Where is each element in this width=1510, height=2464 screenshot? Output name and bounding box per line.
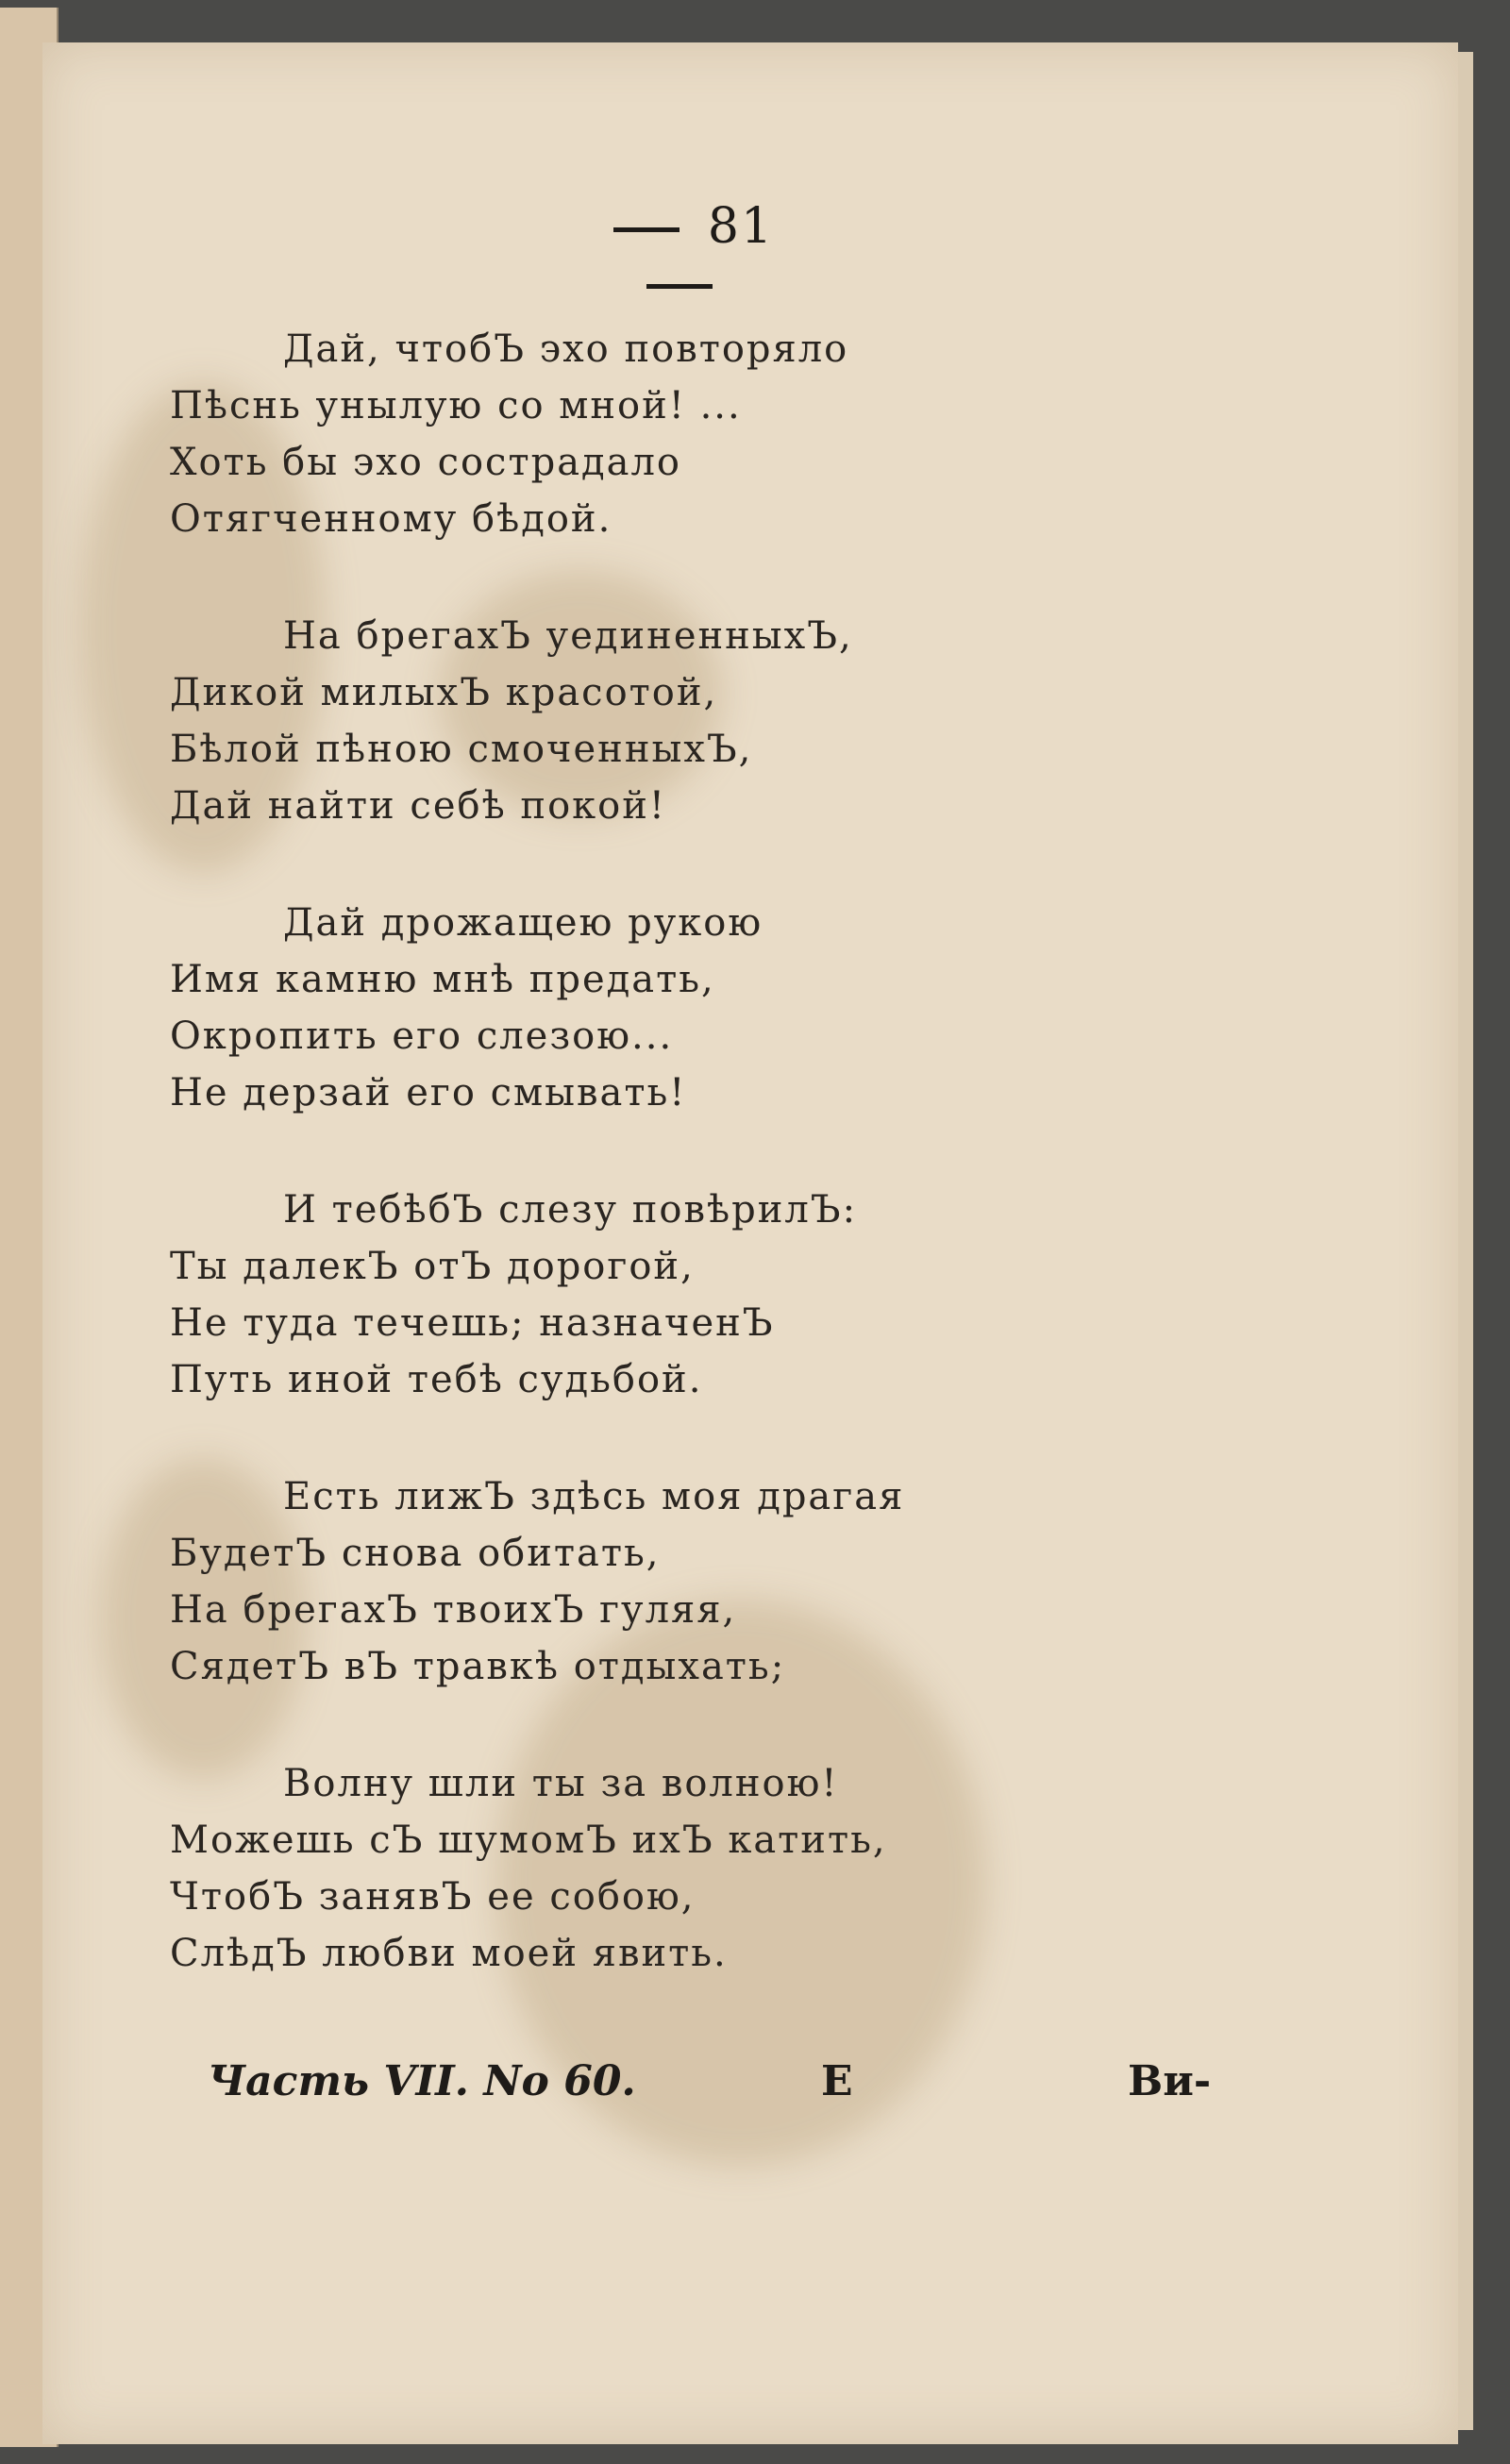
dash-right — [646, 284, 713, 289]
stanza — [170, 1755, 1019, 1982]
poem-line: Дай дрожащею рукою — [283, 901, 763, 945]
poem-line: На брегахЪ уединенныхЪ, — [283, 614, 853, 658]
poem-line: Волну шли ты за волною! — [283, 1762, 839, 1805]
poem-line: Не туда течешь; назначенЪ — [170, 1301, 775, 1345]
poem-line: Дикой милыхЪ красотой, — [170, 671, 718, 714]
page-number-text: 81 — [707, 198, 775, 255]
stanza — [170, 895, 1019, 1121]
stanza — [170, 321, 1019, 547]
poem-line: СядетЪ вЪ травкѣ отдыхать; — [170, 1645, 786, 1688]
poem-line: ЧтобЪ занявЪ ее собою, — [170, 1875, 696, 1919]
poem-line: Ты далекЪ отЪ дорогой, — [170, 1245, 695, 1288]
poem-line: БудетЪ снова обитать, — [170, 1532, 661, 1575]
poem-line: Есть лижЪ здѣсь моя драгая — [283, 1475, 905, 1518]
poem-line: СлѣдЪ любви моей явить. — [170, 1932, 728, 1975]
poem-line: Дай найти себѣ покой! — [170, 784, 666, 828]
page-number — [528, 198, 830, 311]
poem-line: Не дерзай его смывать! — [170, 1071, 687, 1115]
poem-line: На брегахЪ твоихЪ гуляя, — [170, 1588, 737, 1632]
page-footer — [208, 2057, 1227, 2114]
catchword: Ви- — [1128, 2057, 1212, 2105]
dash-left — [613, 227, 680, 232]
stanza — [170, 1182, 1019, 1408]
poem-line: Имя камню мнѣ предать, — [170, 958, 715, 1001]
poem-line: Хоть бы эхо сострадало — [170, 441, 682, 484]
signature-mark: E — [821, 2057, 853, 2105]
stanza — [170, 1468, 1019, 1695]
poem-line: Пѣснь унылую со мной! ... — [170, 384, 742, 427]
poem-line: Отягченному бѣдой. — [170, 497, 612, 541]
poem-line: Окропить его слезою... — [170, 1014, 674, 1058]
signature-note: Часть VII. No 60. — [208, 2057, 636, 2105]
poem-line: Можешь сЪ шумомЪ ихЪ катить, — [170, 1819, 887, 1862]
stanza — [170, 608, 1019, 834]
poem-line: И тебѣбЪ слезу повѣрилЪ: — [283, 1188, 858, 1232]
poem — [170, 321, 1019, 2042]
poem-line: Путь иной тебѣ судьбой. — [170, 1358, 703, 1401]
poem-line: Дай, чтобЪ эхо повторяло — [283, 327, 849, 371]
poem-line: Бѣлой пѣною смоченныхЪ, — [170, 728, 753, 771]
